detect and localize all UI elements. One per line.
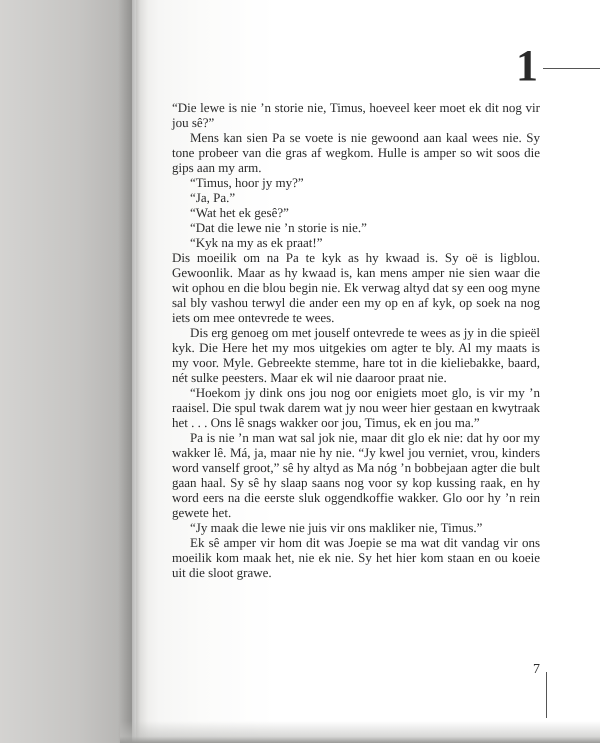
book-gutter-shadow (118, 0, 148, 743)
paragraph: “Hoekom jy dink ons jou nog oor enigiets moet glo, is vir my ’n raaisel. Die spul twak darem wat jy nou weer hier gestaan en kwytraak het . . . Ons lê snags wakker oor jou, Timus, ek en jou ma.” (172, 385, 540, 430)
paragraph: Pa is nie ’n man wat sal jok nie, maar dit glo ek nie: dat hy oor my wakker lê. Má, ja, maar nie hy nie. “Jy kwel jou verniet, vrou, kinders word vanself groot,” sê hy altyd as Ma nóg ’n bobbejaan agter die bult gaan haal. Sy sê hy slaap saans nog voor sy kop kussing raak, en hy word eers na die eerste sluk oggendkoffie wakker. Glo oor hy ’n rein gewete het. (172, 430, 540, 520)
paragraph: “Dat die lewe nie ’n storie is nie.” (190, 220, 367, 235)
paragraph: “Kyk na my as ek praat!” (190, 235, 323, 250)
left-page-edge (0, 0, 132, 743)
paragraph: “Timus, hoor jy my?” (190, 175, 304, 190)
chapter-number: 1 (516, 41, 538, 90)
paragraph: “Die lewe is nie ’n storie nie, Timus, hoeveel keer moet ek dit nog vir jou sê?” (172, 100, 540, 130)
paragraph: Ek sê amper vir hom dit was Joepie se ma wat dit vandag vir ons moeilik kom maak het, nie ek nie. Sy het hier kom staan en ou koeie uit die sloot grawe. (172, 535, 540, 580)
body-text (172, 100, 540, 580)
paragraph: “Wat het ek gesê?” (190, 205, 289, 220)
paragraph: “Jy maak die lewe nie juis vir ons makliker nie, Timus.” (190, 520, 483, 535)
page-number-rule (546, 672, 547, 718)
page-number: 7 (533, 662, 540, 677)
bottom-edge-shadow (120, 721, 600, 743)
paragraph: Dis moeilik om na Pa te kyk as hy kwaad is. Sy oë is ligblou. Gewoonlik. Maar as hy kwaad is, kan mens amper nie sien waar die wit ophou en die blou begin nie. Ek verwag altyd dat sy een oog myne sal bly vashou terwyl die ander een my op en af kyk, op soek na nog iets om mee ontevrede te wees. (172, 250, 540, 325)
chapter-rule (543, 68, 600, 69)
paragraph: Mens kan sien Pa se voete is nie gewoond aan kaal wees nie. Sy tone probeer van die gras af wegkom. Hulle is amper so wit soos die gips aan my arm. (172, 130, 540, 175)
paragraph: “Ja, Pa.” (190, 190, 236, 205)
paragraph: Dis erg genoeg om met jouself ontevrede te wees as jy in die spieël kyk. Die Here het my mos uitgekies om agter te bly. Al my maats is my voor. Myle. Gebreekte stemme, hare tot in die kieliebakke, baard, nét sulke peesters. Maar ek wil nie daaroor praat nie. (172, 325, 540, 385)
